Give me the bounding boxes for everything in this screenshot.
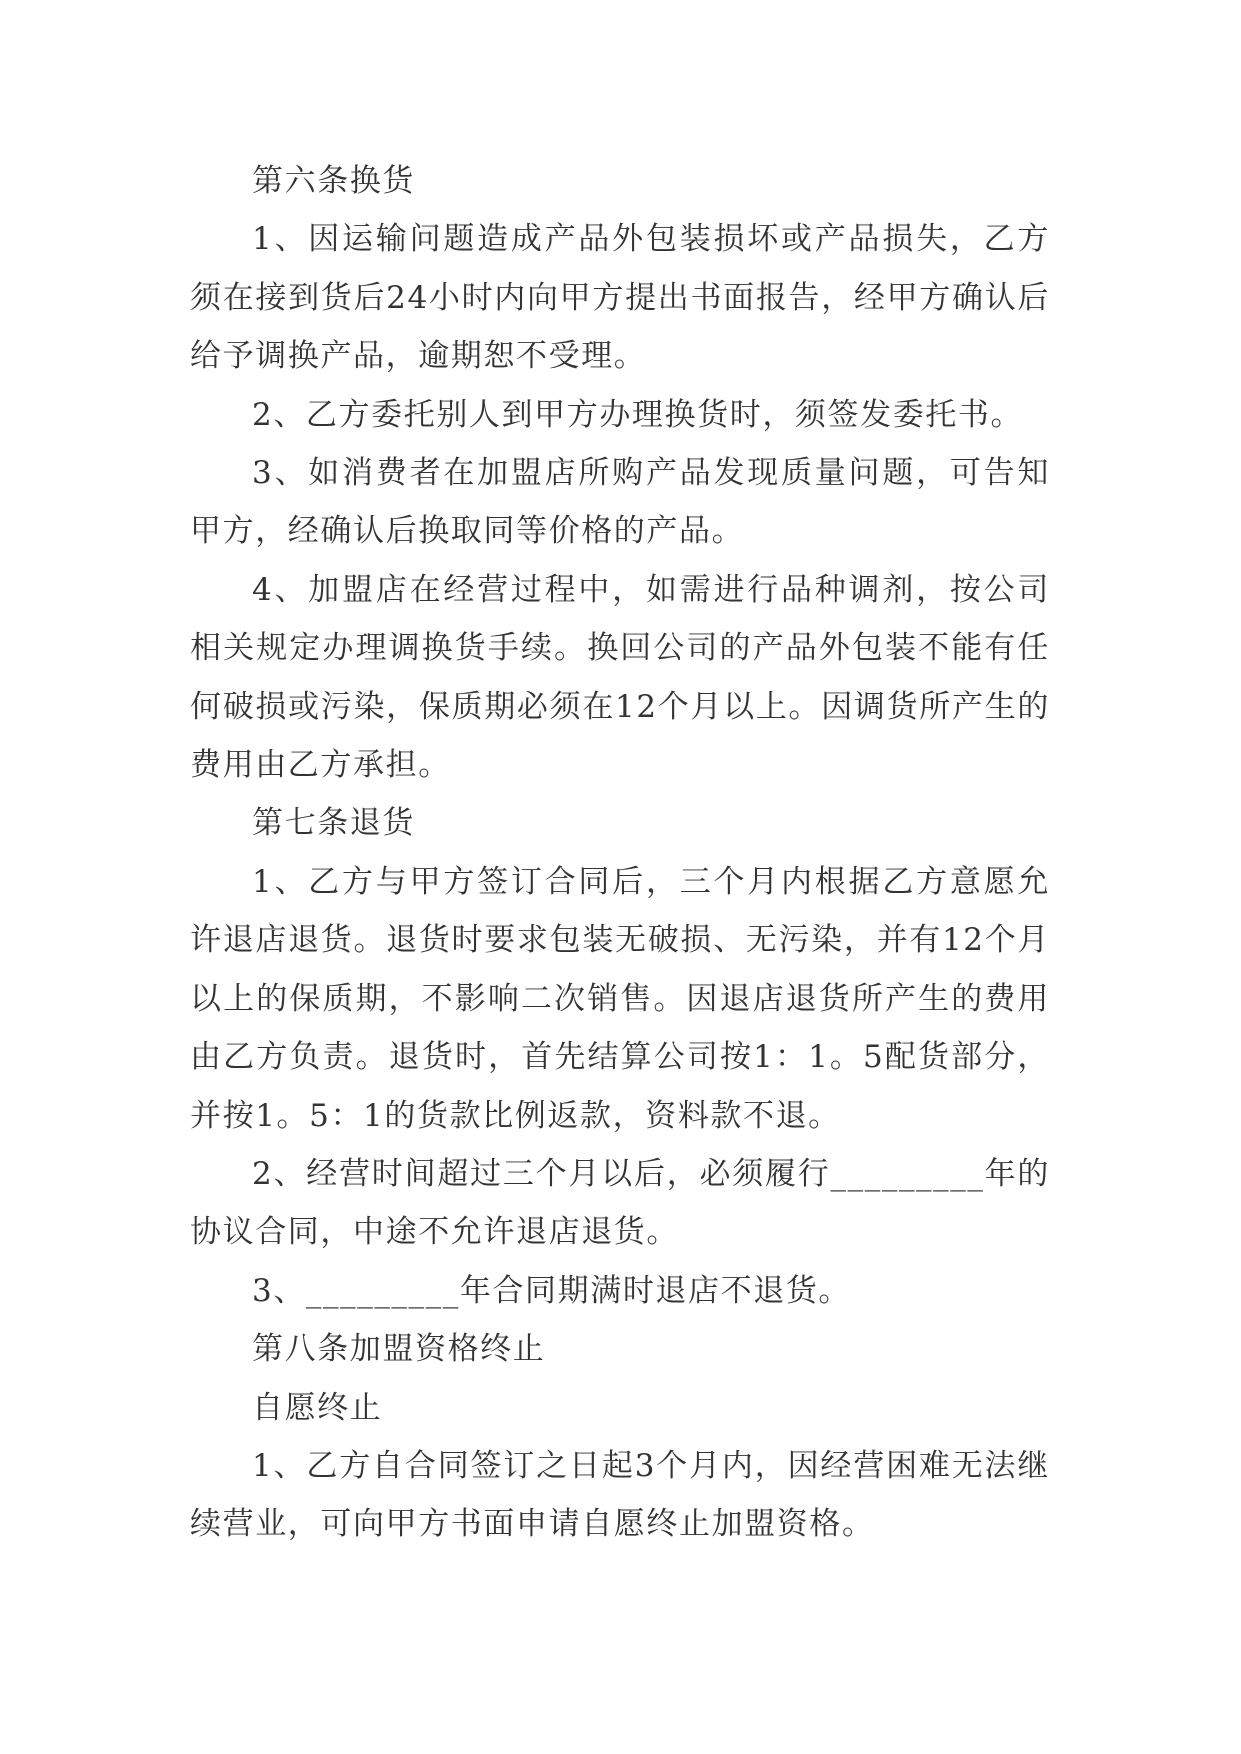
article-6-clause-4: 4、加盟店在经营过程中，如需进行品种调剂，按公司相关规定办理调换货手续。换回公司的产品外包装不能有任何破损或污染，保质期必须在12个月以上。因调货所产生的费用由乙方承担。 <box>190 571 1050 784</box>
article-8-clause-1: 1、乙方自合同签订之日起3个月内，因经营困难无法继续营业，可向甲方书面申请自愿终止加盟资格。 <box>190 1447 1050 1543</box>
article-7-clause-3: 3、_________年合同期满时退店不退货。 <box>252 1272 852 1309</box>
article-6-heading: 第六条换货 <box>252 163 415 199</box>
article-6-clause-2: 2、乙方委托别人到甲方办理换货时，须签发委托书。 <box>252 396 1024 433</box>
article-8-heading: 第八条加盟资格终止 <box>252 1331 546 1368</box>
article-8-subheading: 自愿终止 <box>252 1389 383 1426</box>
article-7-clause-2: 2、经营时间超过三个月以后，必须履行_________年的协议合同，中途不允许退店退货。 <box>190 1155 1050 1251</box>
article-7-clause-1: 1、乙方与甲方签订合同后，三个月内根据乙方意愿允许退店退货。退货时要求包装无破损、无污染，并有12个月以上的保质期，不影响二次销售。因退店退货所产生的费用由乙方负责。退货时，首先结算公司按1：1。5配货部分，并按1。5：1的货款比例返款，资料款不退。 <box>190 863 1050 1134</box>
article-6-clause-3: 3、如消费者在加盟店所购产品发现质量问题，可告知甲方，经确认后换取同等价格的产品。 <box>190 455 1050 550</box>
article-7-heading: 第七条退货 <box>252 805 415 842</box>
document-body <box>190 152 1050 1554</box>
article-6-clause-1: 1、因运输问题造成产品外包装损坏或产品损失，乙方须在接到货后24小时内向甲方提出书面报告，经甲方确认后给予调换产品，逾期恕不受理。 <box>190 221 1050 375</box>
